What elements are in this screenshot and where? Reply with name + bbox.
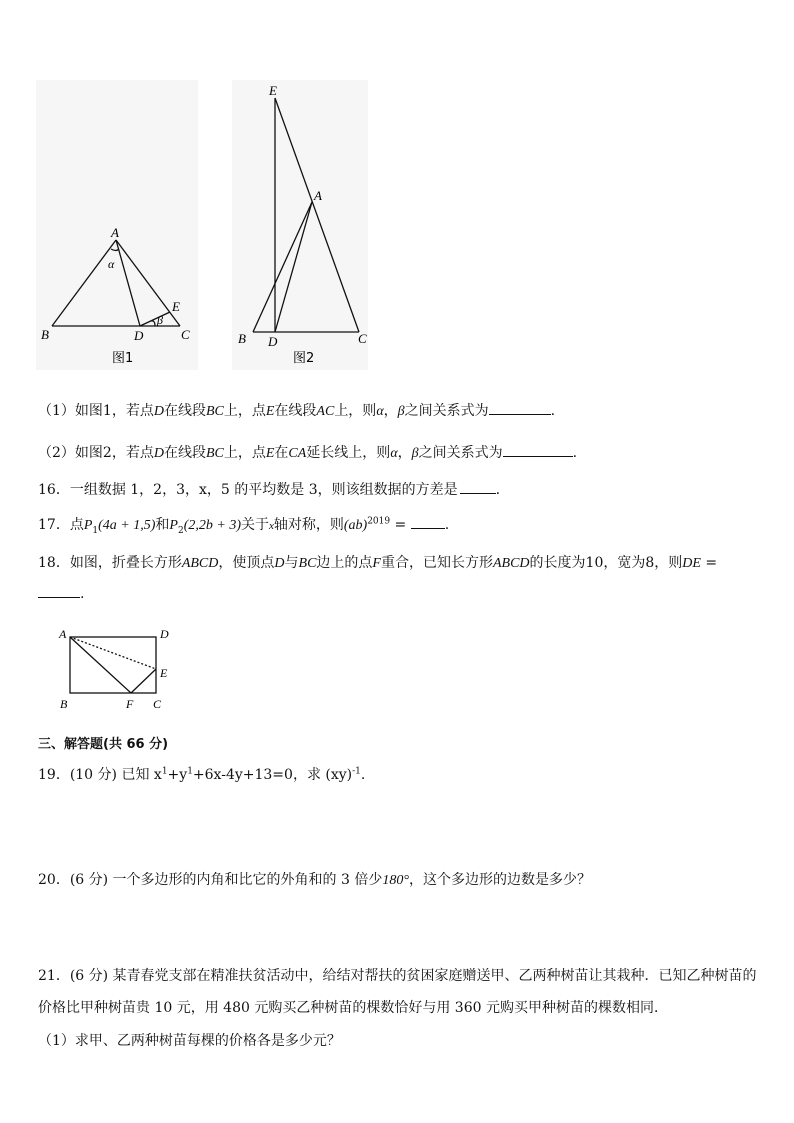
- fig2-caption: 图2: [293, 351, 315, 366]
- figure-2: [232, 80, 372, 370]
- q18-segment-af: [70, 637, 131, 693]
- q18-label-a: A: [59, 627, 67, 641]
- q18-label-b: B: [60, 697, 68, 711]
- q18-answer-blank[interactable]: [38, 585, 80, 598]
- fig2-label-e: E: [269, 83, 277, 98]
- q15-part1: （1）如图1，若点D在线段BC上，点E在线段AC上，则α，β之间关系式为 .: [38, 403, 556, 419]
- fig1-label-alpha: α: [108, 257, 115, 271]
- question-21-part-1: （1）求甲、乙两种树苗每棵的价格各是多少元？: [38, 1033, 341, 1049]
- fig1-caption: 图1: [112, 351, 134, 366]
- fig2-label-b: B: [238, 331, 246, 346]
- q16-answer-blank[interactable]: [460, 481, 496, 494]
- q18-segment-ae-dotted: [70, 637, 156, 669]
- q18-label-f: F: [126, 697, 134, 711]
- question-18-answer-line: .: [38, 585, 84, 602]
- fig2-label-d: D: [268, 334, 278, 349]
- figure-q18-rectangle: [54, 622, 174, 712]
- fig1-label-d: D: [134, 328, 144, 343]
- q18-label-d: D: [160, 627, 169, 641]
- q15-part2: （2）如图2，若点D在线段BC上，点E在CA延长线上，则α，β之间关系式为 .: [38, 445, 578, 461]
- q18-label-c: C: [153, 697, 162, 711]
- fig1-label-b: B: [41, 327, 49, 342]
- fig1-label-c: C: [181, 327, 190, 342]
- question-19: 19．(10 分) 已知 $x^1+y^1+6x-4y+13=0$，求 (xy)$^{-1}$.: [38, 766, 366, 783]
- figure-1: [36, 80, 206, 370]
- fig1-label-beta: β: [157, 313, 163, 327]
- q17-answer-blank[interactable]: [411, 516, 445, 529]
- question-20: 20．(6 分) 一个多边形的内角和比它的外角和的 3 倍少180°，这个多边形的边数是多少？: [38, 872, 591, 888]
- question-17: 17．点$P_1(4a + 1,5)$和$P_2(2,2b + 3)$关于x轴对称，则(ab)$^{2019}$ = .: [38, 516, 450, 536]
- q18-segment-fe: [131, 669, 156, 693]
- fig1-label-e: E: [172, 299, 180, 314]
- q15-part2-answer-blank[interactable]: [503, 444, 573, 457]
- question-18: 18．如图，折叠长方形ABCD，使顶点D与BC边上的点F重合，已知长方形ABCD的长度为10，宽为8，则DE =: [38, 555, 718, 571]
- fig1-label-a: A: [111, 225, 119, 240]
- q18-label-e: E: [160, 666, 168, 680]
- section-3-title: 三、解答题(共 66 分): [38, 737, 169, 752]
- q18-rectangle-abcd: [70, 637, 156, 693]
- question-21-line-1: 21．(6 分) 某青春党支部在精准扶贫活动中，给结对帮扶的贫困家庭赠送甲、乙两种树苗让其栽种．已知乙种树苗的: [38, 968, 757, 984]
- question-21-line-2: 价格比甲种树苗贵 10 元，用 480 元购买乙种树苗的棵数恰好与用 360 元购买甲种树苗的棵数相同．: [38, 1000, 668, 1016]
- q15-part1-answer-blank[interactable]: [489, 402, 551, 415]
- question-16: 16．一组数据 1，2，3，x，5 的平均数是 3，则该组数据的方差是 .: [38, 482, 501, 498]
- fig2-label-a: A: [314, 188, 322, 203]
- fig2-label-c: C: [358, 331, 367, 346]
